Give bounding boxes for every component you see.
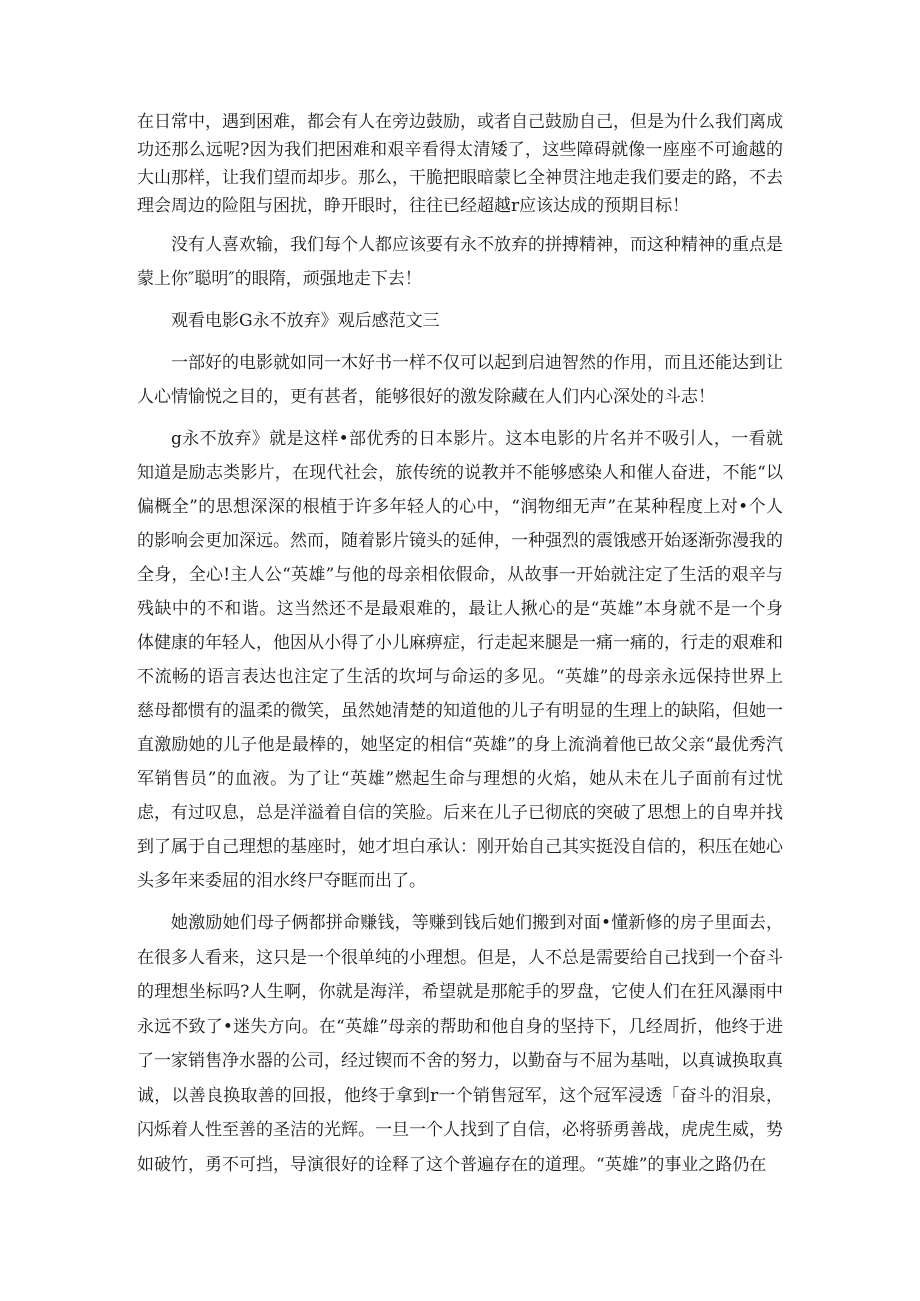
paragraph-1: 在日常中，遇到困难，都会有人在旁边鼓励，或者自己鼓励自己，但是为什么我们离成功还那么远呢?因为我们把困难和艰辛看得太清矮了，这些障碍就像一座座不可逾越的大山那样，让我们望而却步。那么，干脆把眼暗蒙匕全神贯注地走我们要走的路，不去理会周边的险阻与困扰，睁开眼时，往往已经超越r应该达成的预期目标！ xyxy=(137,112,783,216)
paragraph-3: 一部好的电影就如同一木好书一样不仅可以起到启迪智然的作用，而且还能达到让人心情愉悦之目的，更有甚者，能够很好的激发除藏在人们内心深处的斗志！ xyxy=(137,353,783,407)
paragraph-4: g永不放弃》就是这样•部优秀的日本影片。这本电影的片名并不吸引人，一看就知道是励志类影片，在现代社会，旅传统的说教并不能够感染人和催人奋进，不能“以偏概全”的思想深深的根植于许多年轻人的心中，“润物细无声”在某种程度上对•个人的影响会更加深远。然而，随着影片镜头的延伸，一种强烈的震饿感开始逐渐弥漫我的全身，全心!主人公“英雄”与他的母亲相依假命，从故事一开始就注定了生活的艰辛与残缺中的不和谐。这当然还不是最艰难的，最让人揪心的是“英雄”本身就不是一个身体健康的年轻人，他因从小得了小儿麻痹症，行走起来腿是一痛一痛的，行走的艰难和不流畅的语言表达也注定了生活的坎坷与命运的多见。“英雄”的母亲永远保持世界上慈母都惯有的温柔的微笑，虽然她清楚的知道他的儿子有明显的生理上的缺陷，但她一直激励她的儿子他是最棒的，她坚定的相信“英雄”的身上流淌着他已故父亲“最优秀汽军销售员”的血液。为了让“英雄”燃起生命与理想的火焰，她从未在儿子面前有过忧虑，有过叹息，总是洋溢着自信的笑脸。后来在儿子已彻底的突破了思想上的自卑并找到了属于自己理想的基座时，她才坦白承认：刚开始自己其实挺没自信的，积压在她心头多年来委屈的泪水终尸夺眶而出了。 xyxy=(137,429,783,891)
section-heading: 观看电影G永不放弃》观后感范文三 xyxy=(171,311,440,331)
paragraph-5: 她激励她们母子俩都拼命赚钱，等赚到钱后她们搬到对面•懂新修的房子里面去，在很多人看来，这只是一个很单纯的小理想。但是，人不总是需要给自己找到一个奋斗的理想坐标吗?人生啊，你就是海洋，希望就是那舵手的罗盘，它使人们在狂风瀑雨中永远不致了•迷失方向。在“英雄”母亲的帮助和他自身的坚持下，几经周折，他终于进了一家销售净水器的公司，经过锲而不舍的努力，以勤奋与不屈为基咄，以真诚换取真诚，以善良换取善的回报，他终于拿到r一个销售冠军，这个冠军浸透「奋斗的泪泉，闪烁着人性至善的圣洁的光辉。一旦一个人找到了自信，必将骄勇善战，虎虎生威，势如破竹，勇不可挡，导演很好的诠释了这个普遍存在的道理。“英雄”的事业之路仍在 xyxy=(137,913,783,1175)
document-page xyxy=(137,108,783,1182)
paragraph-2: 没有人喜欢输，我们每个人都应该要有永不放弃的拼搏精神，而这种精神的重点是蒙上你″聪明″的眼隋，顽强地走下去！ xyxy=(137,235,783,289)
